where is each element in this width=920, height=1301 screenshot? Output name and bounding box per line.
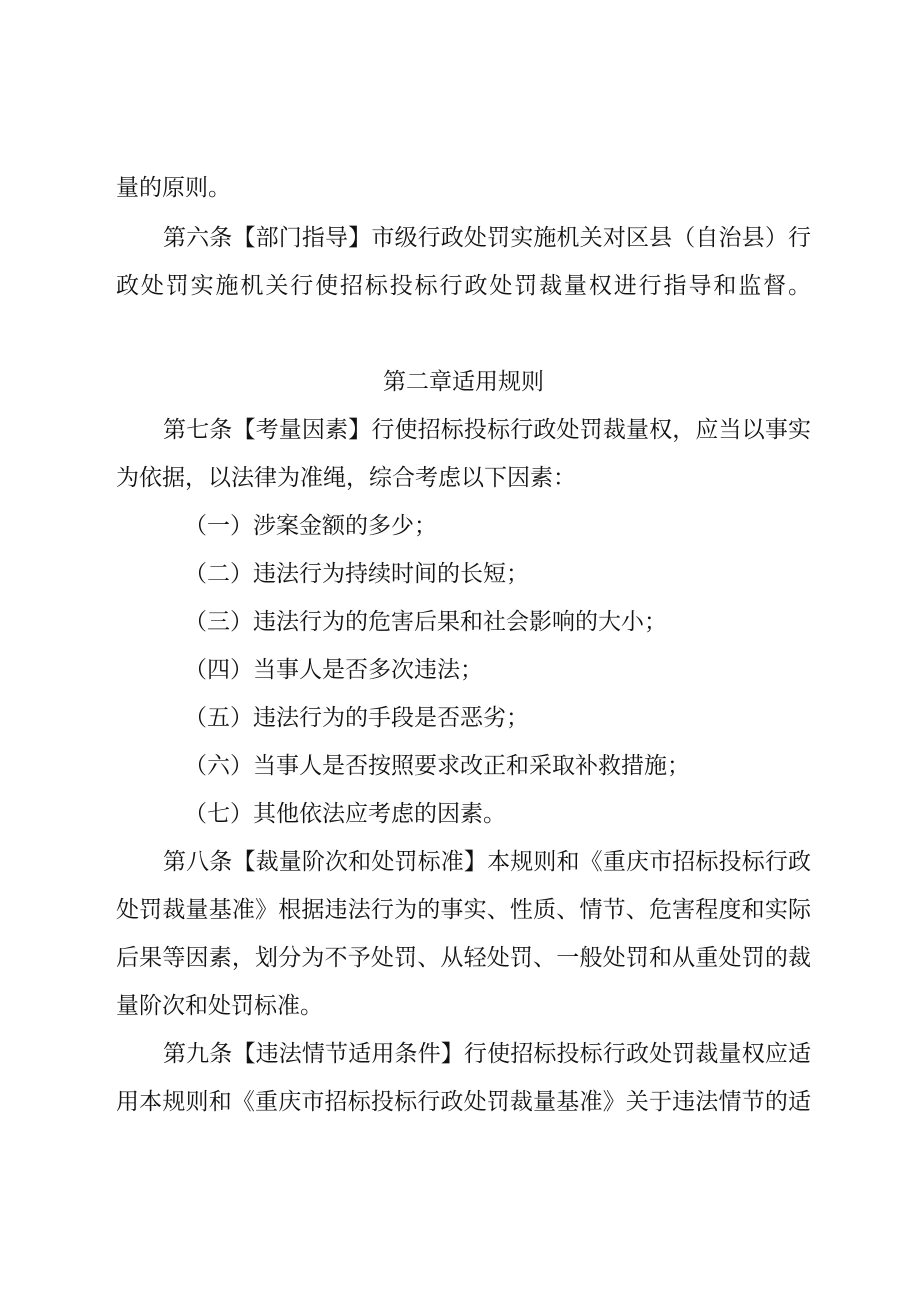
text-line: 后果等因素，划分为不予处罚、从轻处罚、一般处罚和从重处罚的裁: [116, 945, 811, 971]
text-line: 用本规则和《重庆市招标投标行政处罚裁量基准》关于违法情节的适: [116, 1089, 811, 1115]
text-line: 量的原则。: [116, 175, 231, 201]
article-8-line: 第八条【裁量阶次和处罚标准】本规则和《重庆市招标投标行政: [163, 849, 811, 875]
list-item: （六）当事人是否按照要求改正和采取补救措施；: [184, 753, 690, 779]
text-line: 量阶次和处罚标准。: [116, 993, 323, 1019]
list-item: （二）违法行为持续时间的长短；: [184, 561, 529, 587]
chapter-heading: 第二章适用规则: [383, 369, 544, 395]
article-7-line: 第七条【考量因素】行使招标投标行政处罚裁量权，应当以事实: [163, 417, 811, 443]
article-9-line: 第九条【违法情节适用条件】行使招标投标行政处罚裁量权应适: [163, 1041, 811, 1067]
text-line: 政处罚实施机关行使招标投标行政处罚裁量权进行指导和监督。: [116, 273, 811, 299]
list-item: （七）其他依法应考虑的因素。: [184, 801, 506, 827]
text-line: 为依据，以法律为准绳，综合考虑以下因素：: [116, 465, 576, 491]
list-item: （三）违法行为的危害后果和社会影响的大小；: [184, 609, 667, 635]
list-item: （一）涉案金额的多少；: [184, 513, 437, 539]
article-6-line: 第六条【部门指导】市级行政处罚实施机关对区县（自治县）行: [163, 225, 811, 251]
list-item: （五）违法行为的手段是否恶劣；: [184, 705, 529, 731]
list-item: （四）当事人是否多次违法；: [184, 657, 483, 683]
text-line: 处罚裁量基准》根据违法行为的事实、性质、情节、危害程度和实际: [116, 897, 811, 923]
